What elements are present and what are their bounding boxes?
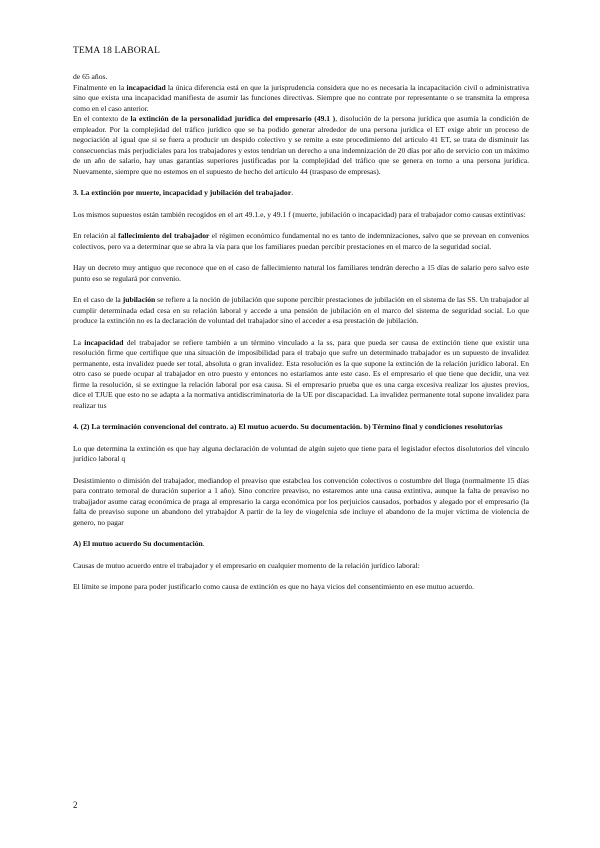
paragraph-incapacidad-empresario — [73, 83, 529, 115]
bold-term: incapacidad — [84, 337, 124, 347]
paragraph-limite: El límite se impone para poder justificarlo como causa de extinción es que no haya vicios del consentimiento en ese mutuo acuerdo. — [73, 582, 475, 591]
text-run: , disolución de la persona jurídica que asumía la condición de empleador. Por la complejidad del tráfico jurídico que se ha podido generar alrededor de una persona jurídica el ET exige abrir un proceso de negociación al igual que si se fuera a producir un despido colectivo y se remite a este procedimiento del articulo 41 ET, se trata de disminuir las consecuencias más perjudiciales para los trabajadores y estos tendrían un derecho a una indemnización de 20 días por año de servicio con un máximo de un año de salario, hay unas garantías superiores justificadas por la complejidad del tráfico que se genera en torno a una persona jurídica. Nuevamente, siempre que no estemos en el supuesto de hecho del artículo 44 (traspaso de empresas). — [73, 114, 530, 176]
text-run: del trabajador se refiere también a un término vinculado a la ss, para que pueda ser causa de extinción tiene que existir una resolución firme que certifique que una situación de imposibilidad para el trabajo que sufre un determinado trabajador es un supuesto de invalidez permanente, esta invalidez puede ser total, absoluta o gran invalidez. Esta resolución es la que supone la extinción de la relación jurídico laboral. En otro caso se puede ocupar al trabajador en otro puesto y entonces no estaríamos ante este caso. Es el empresario el que tiene que decidir, una vez firme la resolución, si se extingue la relación laboral por esa causa. Si el empresario prueba que es una carga excesiva realizar los ajustes previos, dice el TJUE que esto no se adapta a la normativa antidiscriminatoria de la UE por discapacidad. La invalidez permanente total supone invalidez para realizar tus — [73, 337, 529, 410]
paragraph-decreto: Hay un decreto muy antiguo que reconoce que en el caso de fallecimiento natural los familiares tendrán derecho a 15 días de salario pero salvo este punto eso se regulará por convenio. — [73, 263, 529, 283]
text-run: En relación al — [73, 231, 119, 240]
paragraph-extincion-personalidad — [73, 114, 529, 177]
text-run: se refiere a la noción de jubilación que supone percibir prestaciones de jubilación en el sistema de las SS. Un trabajador al cumplir determinada edad cesa en su relación laboral y accede a una pensión de jubilación en el marco del sistema de seguridad social. Lo que produce la extinción no es la declaración de voluntad del trabajador sino el acceder a esa prestación de jubilación. — [73, 295, 529, 325]
document-body — [73, 72, 529, 604]
bold-term: fallecimiento del trabajador — [118, 231, 210, 240]
heading-text: 3. La extinción por muerte, incapacidad y jubilación del trabajador — [73, 188, 292, 197]
bold-term: incapacidad — [126, 82, 166, 92]
paragraph-age: de 65 años. — [73, 72, 108, 81]
section-heading-4: 4. (2) La terminación convencional del contrato. a) El mutuo acuerdo. Su documentación. b) Término final y condiciones resolutorias — [73, 422, 503, 431]
paragraph-desistimiento: Desistimiento o dimisión del trabajador, mediandop el preaviso que estabclea los convención colectivos o costumbre del lluga (normalmente 15 días para contrato temoral de duración superior a 1 año). Sino concrire preaviso, no estaremos ante una causa extintiva, aunque la falta de preaviso no trabajjador asume carag económica de praga al empresario la carga económica por los perjuicios causados, porbados y alegado por el empresario (la falta de preaviso supone un abandono del ytrabajdor A partir de la ley de viogelcnia sde incluye el abandono de la mujer víctima de violencia de genero, no pagar — [73, 475, 529, 527]
paragraph-incapacidad-trabajador — [73, 338, 529, 412]
subsection-heading-a — [73, 539, 529, 550]
heading-text: A) El mutuo acuerdo Su documentación — [73, 539, 203, 548]
text-run: Finalmente en la — [73, 82, 127, 92]
text-run: La — [73, 337, 85, 347]
bold-term: jubilación — [122, 295, 156, 304]
paragraph-determina: Lo que determina la extinción es que hay alguna declaración de voluntad de algún sujeto que tiene para el legislador efectos disolutorios del vínculo jurídico laboral q — [73, 443, 529, 463]
text-run: En el caso de la — [73, 295, 123, 304]
paragraph-supuestos: Los mismos supuestos están también recogidos en el art 49.1.e, y 49.1 f (muerte, jubilación o incapacidad) para el trabajador como causas extintivas: — [73, 209, 526, 219]
page-header: TEMA 18 LABORAL — [73, 46, 160, 56]
bold-term: la extinción de la personalidad jurídica del empresario (49.1 ) — [130, 114, 336, 123]
text-run: la única diferencia está en que la jurisprudencia considera que no es necesaria la incapacitación civil o administrativa sino que exista una incapacidad manifiesta de asumir las funciones directivas. Siempre que no contrate por representante o se transmita la empresa como en el caso anterior. — [73, 82, 530, 113]
heading-period: . — [202, 539, 205, 548]
heading-period: . — [291, 188, 294, 197]
text-run: En el contexto de — [73, 114, 131, 123]
paragraph-fallecimiento — [73, 231, 529, 252]
paragraph-causas: Causas de mutuo acuerdo entre el trabajador y el empresario en cualquier momento de la relación jurídico laboral: — [73, 560, 420, 570]
text-run: el régimen económico fundamental no es tanto de indemnizaciones, salvo que se prevean en convenios colectivos, pero va a determinar que se abra la vía para que los familiares puedan percibir prestaciones en el marco de la seguridad social. — [73, 231, 529, 251]
section-heading-3 — [73, 188, 529, 199]
paragraph-jubilacion — [73, 295, 529, 327]
page-number: 2 — [73, 800, 78, 810]
